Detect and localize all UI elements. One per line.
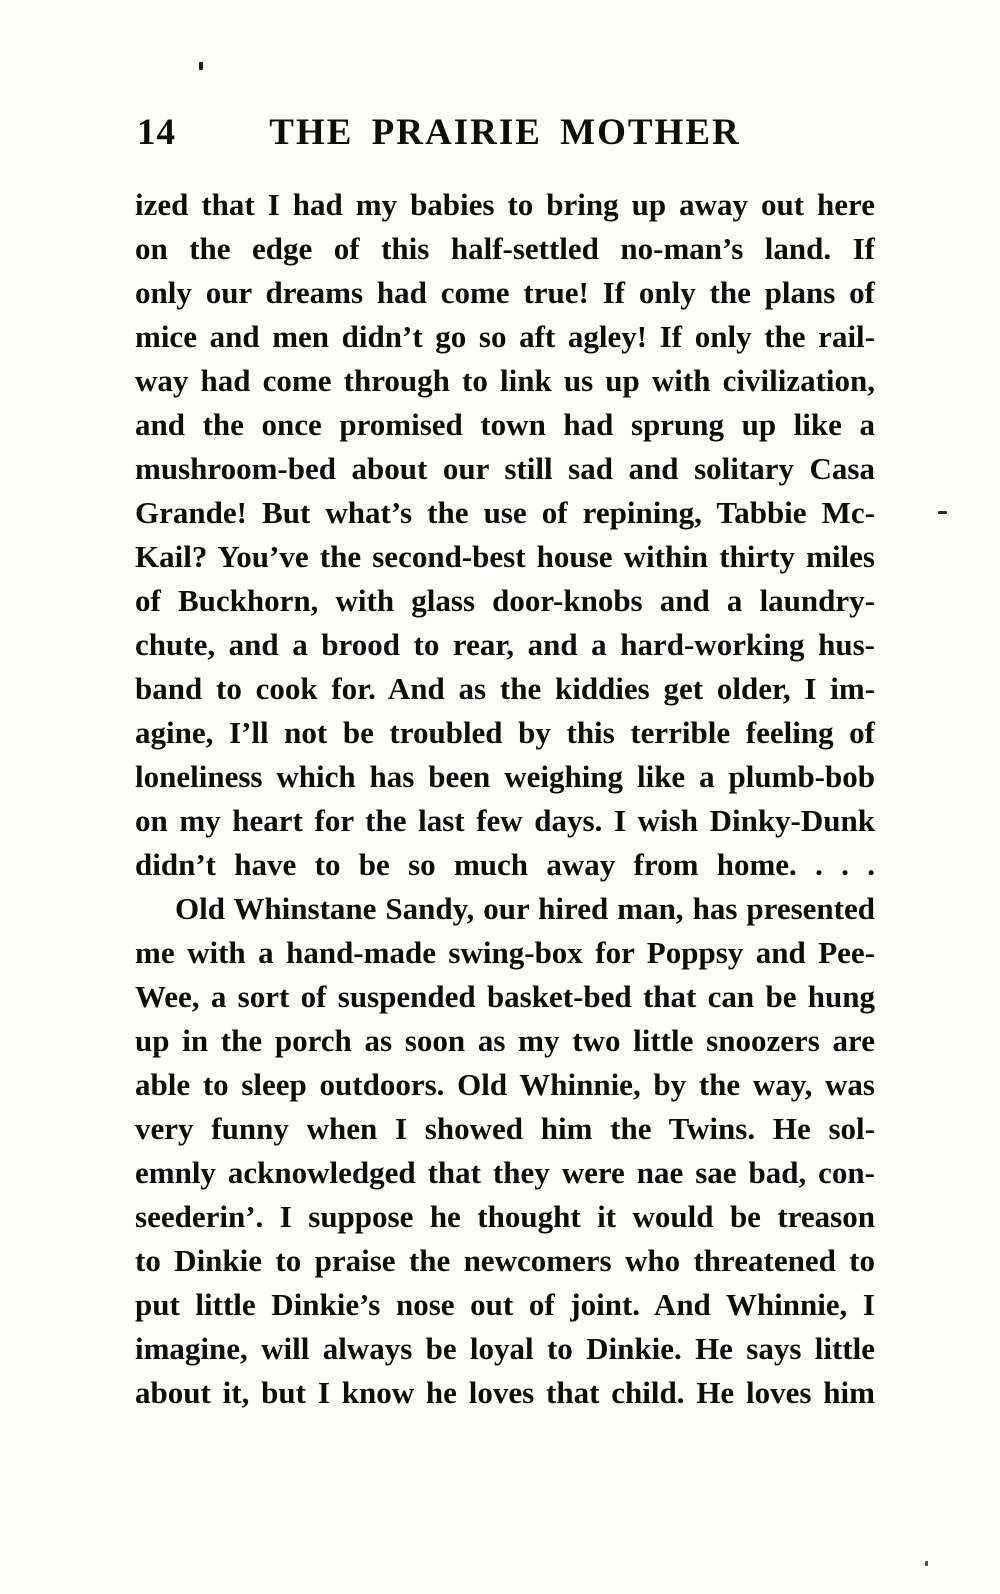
text-line: on the edge of this half-settled no-man’s land. If <box>135 231 875 266</box>
text-line: me with a hand-made swing-box for Poppsy and Pee- <box>135 935 875 970</box>
text-line: of Buckhorn, with glass door-knobs and a laundry- <box>135 583 875 618</box>
text-line: imagine, will always be loyal to Dinkie. He says little <box>135 1331 875 1366</box>
text-line: chute, and a brood to rear, and a hard-working hus- <box>135 627 875 662</box>
text-line: mice and men didn’t go so aft agley! If only the rail- <box>135 319 875 354</box>
page-number: 14 <box>137 112 176 153</box>
text-line: mushroom-bed about our still sad and solitary Casa <box>135 451 875 486</box>
text-line: able to sleep outdoors. Old Whinnie, by the way, was <box>135 1067 875 1102</box>
text-line: on my heart for the last few days. I wish Dinky-Dunk <box>135 803 875 838</box>
text-line: didn’t have to be so much away from home. . . . <box>135 847 875 882</box>
paragraph-1 <box>135 183 875 887</box>
text-line: and the once promised town had sprung up like a <box>135 407 875 442</box>
text-line: to Dinkie to praise the newcomers who threatened to <box>135 1243 875 1278</box>
text-line: Kail? You’ve the second-best house within thirty miles <box>135 539 875 574</box>
text-line: Old Whinstane Sandy, our hired man, has presented <box>175 891 875 926</box>
running-head <box>135 112 875 154</box>
text-line: loneliness which has been weighing like a plumb-bob <box>135 759 875 794</box>
paragraph-2 <box>135 887 875 1415</box>
scan-speck <box>938 511 947 514</box>
text-line: up in the porch as soon as my two little snoozers are <box>135 1023 875 1058</box>
text-line: emnly acknowledged that they were nae sae bad, con- <box>135 1155 875 1190</box>
text-line: very funny when I showed him the Twins. He sol- <box>135 1111 875 1146</box>
text-line: ized that I had my babies to bring up away out here <box>135 187 875 222</box>
text-line: put little Dinkie’s nose out of joint. And Whinnie, I <box>135 1287 875 1322</box>
text-line: agine, I’ll not be troubled by this terrible feeling of <box>135 715 875 750</box>
text-line: only our dreams had come true! If only the plans of <box>135 275 875 310</box>
text-line: about it, but I know he loves that child. He loves him <box>135 1375 875 1410</box>
text-line: band to cook for. And as the kiddies get older, I im- <box>135 671 875 706</box>
text-line: seederin’. I suppose he thought it would be treason <box>135 1199 875 1234</box>
page-text <box>135 183 875 1415</box>
text-line: Wee, a sort of suspended basket-bed that can be hung <box>135 979 875 1014</box>
running-title: THE PRAIRIE MOTHER <box>269 112 741 153</box>
text-line: Grande! But what’s the use of repining, Tabbie Mc- <box>135 495 875 530</box>
scan-speck <box>925 1561 928 1566</box>
scan-speck <box>199 62 203 70</box>
text-line: way had come through to link us up with civilization, <box>135 363 875 398</box>
